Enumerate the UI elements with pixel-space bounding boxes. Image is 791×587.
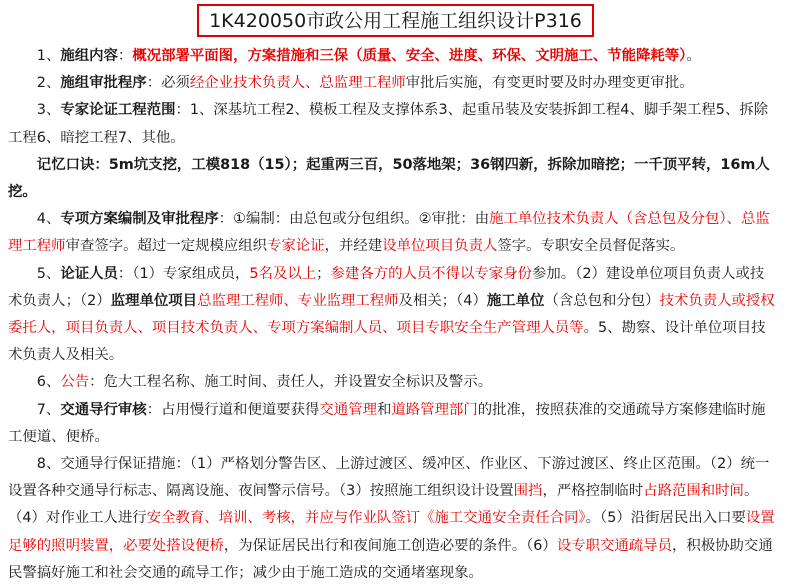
body-text: 2、 xyxy=(36,75,61,92)
body-text: 参加。（2）建设单位项目负责人或技术负责人；（2） xyxy=(8,265,765,309)
bold-heading-text: 专家论证工程范围 xyxy=(60,102,176,119)
body-text: ，为保证居民出行和夜间施工创造必要的条件。（6） xyxy=(223,537,557,554)
body-text: ：占用慢行道和便道要获得 xyxy=(146,401,320,418)
paragraph-6 xyxy=(8,261,778,370)
body-text: 。5、勘察、设计单位项目技术负责人及相关。 xyxy=(8,320,766,364)
body-text: 审查签字。超过一定规模应组织 xyxy=(65,238,268,255)
highlighted-text: 参建各方的人员不得以专家身份 xyxy=(330,265,533,282)
highlighted-text: 5名及以上 xyxy=(249,265,317,282)
highlighted-text: 经企业技术负责人、总监理工程师 xyxy=(189,75,406,92)
bold-heading-text: 论证人员 xyxy=(60,265,118,282)
highlighted-text: 公告 xyxy=(60,374,90,391)
bold-heading-text: 专项方案编制及审批程序 xyxy=(60,211,219,228)
paragraph-2 xyxy=(8,70,778,97)
body-text: 4、 xyxy=(36,211,61,228)
paragraph-7 xyxy=(8,369,778,396)
body-text: 审批后实施，有变更时要及时办理变更审批。 xyxy=(405,75,694,92)
body-text: 6、 xyxy=(36,374,61,391)
highlighted-text: 施工单位技术负责人（含总包及分包）、总监理工程师 xyxy=(8,211,770,255)
body-text: 签字。专职安全员督促落实。 xyxy=(497,238,685,255)
body-text: 的批准，按照获准的交通疏导方案修建临时施工便道、便桥。 xyxy=(8,401,766,445)
title-container xyxy=(0,4,791,37)
bold-heading-text: 施组内容 xyxy=(60,48,118,64)
highlighted-text: 专家论证 xyxy=(267,238,325,255)
body-text: 。（4）对作业工人进行 xyxy=(8,483,759,527)
highlighted-text: 设专职交通疏导员 xyxy=(556,537,672,554)
paragraph-1 xyxy=(8,43,778,70)
document-body xyxy=(8,43,778,587)
paragraph-5 xyxy=(8,206,778,260)
body-text: ：1、深基坑工程2、模板工程及支撑体系3、起重吊装及安装拆卸工程4、脚手架工程5、拆除工程6、暗挖工程7、其他。 xyxy=(8,102,769,146)
body-text: 3、 xyxy=(36,102,61,119)
body-text: ； xyxy=(316,265,331,282)
body-text: ，并经建 xyxy=(324,238,383,255)
body-text: （含总包和分包） xyxy=(544,292,660,309)
bold-heading-text: 施工单位 xyxy=(486,292,545,309)
highlighted-text: 围挡 xyxy=(513,483,543,500)
paragraph-9 xyxy=(8,451,778,587)
paragraph-3 xyxy=(8,97,778,151)
body-text: 5、 xyxy=(36,265,61,282)
body-text: ： xyxy=(117,48,133,64)
body-text: 。 xyxy=(686,48,701,64)
body-text: 8、交通导行保证措施：（1）严格划分警告区、上游过渡区、缓冲区、作业区、下游过渡区、终止区范围。（2）统一设置各种交通导行标志、隔离设施、夜间警示信号。（3）按照施工组织设计设置 xyxy=(8,456,770,500)
highlighted-text: 设置足够的照明装置，必要处搭设便桥 xyxy=(8,510,775,554)
body-text: ：危大工程名称、施工时间、责任人，并设置安全标识及警示。 xyxy=(89,374,493,391)
bold-heading-text: 监理单位项目 xyxy=(110,292,198,309)
highlighted-text: 设单位项目负责人 xyxy=(382,238,498,255)
body-text: ：①编制：由总包或分包组织。②审批：由 xyxy=(218,211,490,228)
body-text: ：（1）专家组成员， xyxy=(117,265,250,282)
bold-heading-text: 记忆口诀：5m坑支挖，工模818（15）；起重两三百，50落地架；36钢四新，拆除加暗挖；一千顶平转，16m人挖。 xyxy=(8,156,770,201)
body-text: ：必须 xyxy=(146,75,190,92)
bold-heading-text: 交通导行审核 xyxy=(60,401,147,418)
highlighted-text: 技术负责人或授权委托人，项目负责人、项目技术负责人、专项方案编制人员、项目专职安全生产管理人员等 xyxy=(8,292,775,337)
paragraph-8 xyxy=(8,397,778,451)
page-title: 1K420050市政公用工程施工组织设计P316 xyxy=(197,4,594,37)
highlighted-text: 总监理工程师、专业监理工程师 xyxy=(197,292,399,309)
memory-mnemonic-paragraph xyxy=(8,152,778,206)
highlighted-text: 概况部署平面图，方案措施和三保（质量、安全、进度、环保、文明施工、节能降耗等） xyxy=(132,48,687,64)
body-text: ，积极协助交通民警搞好施工和社会交通的疏导工作；减少由于施工造成的交通堵塞现象。 xyxy=(8,537,773,581)
body-text: ，严格控制临时 xyxy=(542,483,644,500)
body-text: 及相关；（4） xyxy=(398,292,487,309)
body-text: 和 xyxy=(376,401,392,418)
bold-heading-text: 施组审批程序 xyxy=(60,75,147,92)
highlighted-text: 道路管理部门 xyxy=(391,401,478,418)
body-text: 7、 xyxy=(36,401,61,418)
highlighted-text: 安全教育、培训、考核，并应与作业队签订《施工交通安全责任合同》 xyxy=(146,510,586,527)
highlighted-text: 占路范围和时间 xyxy=(643,483,744,500)
body-text: 1、 xyxy=(36,48,61,64)
highlighted-text: 交通管理 xyxy=(319,401,377,418)
body-text: 。（5）沿街居民出入口要 xyxy=(585,510,746,527)
